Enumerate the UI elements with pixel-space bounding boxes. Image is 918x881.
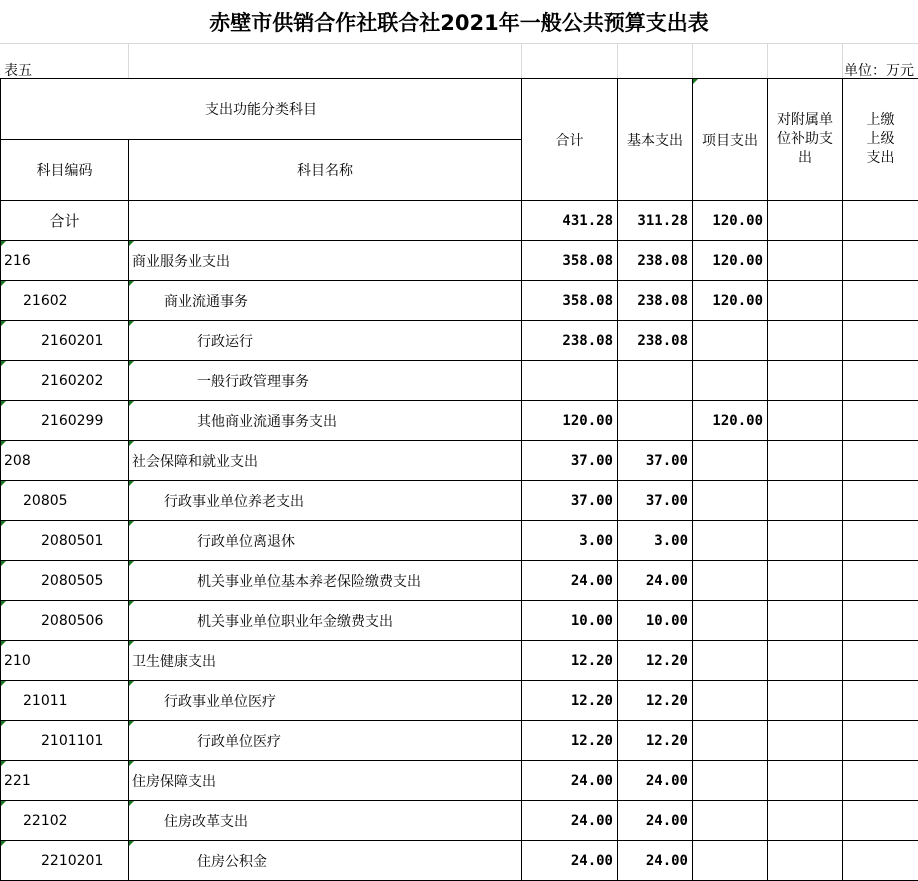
cell-project[interactable] [693,761,768,801]
cell-project[interactable] [693,561,768,601]
cell-total[interactable]: 37.00 [522,441,618,481]
cell-name[interactable]: 机关事业单位职业年金缴费支出 [129,601,522,641]
header-code[interactable]: 科目编码 [1,140,129,201]
cell-basic[interactable]: 37.00 [618,441,693,481]
table-row [1,321,918,361]
cell-project[interactable] [693,681,768,721]
table-row [1,481,918,521]
cell-subsidy[interactable] [768,681,843,721]
cell-basic[interactable] [618,361,693,401]
cell-upper[interactable] [843,441,918,481]
cell-name[interactable]: 机关事业单位基本养老保险缴费支出 [129,561,522,601]
cell-upper[interactable] [843,561,918,601]
cell-project[interactable]: 120.00 [693,241,768,281]
cell-name[interactable]: 社会保障和就业支出 [129,441,522,481]
cell-basic[interactable] [618,401,693,441]
table-row [1,681,918,721]
cell-total[interactable]: 120.00 [522,401,618,441]
cell-upper[interactable] [843,641,918,681]
table-row [1,601,918,641]
table-row [1,441,918,481]
cell-project[interactable] [693,361,768,401]
cell-upper[interactable] [843,401,918,441]
cell-total[interactable]: 238.08 [522,321,618,361]
cell-basic[interactable]: 311.28 [618,201,693,241]
cell-total[interactable]: 37.00 [522,481,618,521]
table-row [1,561,918,601]
table-row [1,641,918,681]
cell-name[interactable]: 行政单位离退休 [129,521,522,561]
cell-code[interactable]: 2210201 [1,841,129,881]
header-upper[interactable]: 上缴上级支出 [843,79,918,201]
cell-upper[interactable] [843,841,918,881]
cell-upper[interactable] [843,601,918,641]
table-row [1,521,918,561]
cell-basic[interactable]: 3.00 [618,521,693,561]
cell-project[interactable]: 120.00 [693,281,768,321]
header-subsidy[interactable]: 对附属单位补助支出 [768,79,843,201]
cell-name[interactable]: 其他商业流通事务支出 [129,401,522,441]
cell-project[interactable] [693,321,768,361]
cell-name[interactable]: 行政运行 [129,321,522,361]
table-body [1,201,918,881]
cell-code[interactable]: 216 [1,241,129,281]
header-group[interactable]: 支出功能分类科目 [1,79,522,140]
cell-subsidy[interactable] [768,601,843,641]
cell-basic[interactable]: 24.00 [618,801,693,841]
cell-total[interactable]: 24.00 [522,761,618,801]
cell-basic[interactable]: 37.00 [618,481,693,521]
cell-upper[interactable] [843,241,918,281]
cell-basic[interactable]: 238.08 [618,321,693,361]
cell-basic[interactable]: 10.00 [618,601,693,641]
cell-total[interactable]: 12.20 [522,721,618,761]
cell-upper[interactable] [843,801,918,841]
cell-subsidy[interactable] [768,721,843,761]
cell-code[interactable]: 2080501 [1,521,129,561]
cell-total[interactable]: 3.00 [522,521,618,561]
cell-upper[interactable] [843,281,918,321]
header-basic[interactable]: 基本支出 [618,79,693,201]
cell-upper[interactable] [843,521,918,561]
cell-name[interactable]: 卫生健康支出 [129,641,522,681]
cell-project[interactable] [693,441,768,481]
cell-subsidy[interactable] [768,281,843,321]
cell-code[interactable]: 2101101 [1,721,129,761]
table-row [1,241,918,281]
cell-upper[interactable] [843,681,918,721]
cell-code[interactable]: 22102 [1,801,129,841]
cell-name[interactable]: 住房保障支出 [129,761,522,801]
header-project[interactable]: 项目支出 [693,79,768,201]
unit-label: 单位：万元 [844,60,914,80]
cell-subsidy[interactable] [768,321,843,361]
cell-code[interactable]: 210 [1,641,129,681]
cell-name[interactable]: 行政事业单位养老支出 [129,481,522,521]
cell-subsidy[interactable] [768,561,843,601]
cell-code[interactable]: 21011 [1,681,129,721]
cell-code[interactable]: 合计 [1,201,129,241]
cell-name[interactable]: 商业流通事务 [129,281,522,321]
cell-basic[interactable]: 12.20 [618,641,693,681]
table-number: 表五 [4,60,32,80]
cell-upper[interactable] [843,321,918,361]
cell-project[interactable] [693,721,768,761]
cell-project[interactable]: 120.00 [693,401,768,441]
cell-subsidy[interactable] [768,761,843,801]
cell-total[interactable]: 431.28 [522,201,618,241]
cell-total[interactable]: 358.08 [522,281,618,321]
cell-total[interactable]: 24.00 [522,561,618,601]
cell-project[interactable] [693,841,768,881]
cell-total[interactable] [522,361,618,401]
cell-name[interactable]: 住房改革支出 [129,801,522,841]
cell-basic[interactable]: 238.08 [618,241,693,281]
cell-project[interactable] [693,801,768,841]
cell-subsidy[interactable] [768,841,843,881]
cell-code[interactable]: 2080505 [1,561,129,601]
table-row [1,201,918,241]
cell-code[interactable]: 2160299 [1,401,129,441]
cell-name[interactable] [129,201,522,241]
cell-name[interactable]: 一般行政管理事务 [129,361,522,401]
cell-project[interactable] [693,641,768,681]
cell-total[interactable]: 358.08 [522,241,618,281]
cell-subsidy[interactable] [768,241,843,281]
cell-upper[interactable] [843,761,918,801]
cell-subsidy[interactable] [768,361,843,401]
table-row [1,721,918,761]
header-total[interactable]: 合计 [522,79,618,201]
cell-total[interactable]: 12.20 [522,641,618,681]
table-row [1,761,918,801]
cell-upper[interactable] [843,361,918,401]
cell-code[interactable]: 21602 [1,281,129,321]
cell-total[interactable]: 24.00 [522,801,618,841]
cell-total[interactable]: 12.20 [522,681,618,721]
cell-total[interactable]: 24.00 [522,841,618,881]
table-row [1,801,918,841]
cell-name[interactable]: 住房公积金 [129,841,522,881]
cell-project[interactable] [693,481,768,521]
table-row [1,361,918,401]
table-row [1,401,918,441]
cell-code[interactable]: 2160201 [1,321,129,361]
cell-subsidy[interactable] [768,521,843,561]
cell-code[interactable]: 208 [1,441,129,481]
cell-subsidy[interactable] [768,641,843,681]
cell-total[interactable]: 10.00 [522,601,618,641]
cell-name[interactable]: 行政单位医疗 [129,721,522,761]
cell-subsidy[interactable] [768,201,843,241]
cell-name[interactable]: 行政事业单位医疗 [129,681,522,721]
cell-code[interactable]: 2160202 [1,361,129,401]
cell-basic[interactable]: 12.20 [618,721,693,761]
header-name[interactable]: 科目名称 [129,140,522,201]
budget-table [0,78,918,881]
cell-subsidy[interactable] [768,481,843,521]
cell-basic[interactable]: 24.00 [618,841,693,881]
cell-code[interactable]: 20805 [1,481,129,521]
cell-basic[interactable]: 12.20 [618,681,693,721]
table-row [1,281,918,321]
cell-project[interactable] [693,521,768,561]
cell-code[interactable]: 221 [1,761,129,801]
cell-project[interactable] [693,601,768,641]
cell-subsidy[interactable] [768,801,843,841]
cell-upper[interactable] [843,481,918,521]
cell-upper[interactable] [843,721,918,761]
cell-subsidy[interactable] [768,401,843,441]
page-title: 赤壁市供销合作社联合社2021年一般公共预算支出表 [0,0,918,44]
cell-code[interactable]: 2080506 [1,601,129,641]
cell-subsidy[interactable] [768,441,843,481]
cell-name[interactable]: 商业服务业支出 [129,241,522,281]
cell-project[interactable]: 120.00 [693,201,768,241]
cell-basic[interactable]: 24.00 [618,761,693,801]
cell-upper[interactable] [843,201,918,241]
table-row [1,841,918,881]
cell-basic[interactable]: 24.00 [618,561,693,601]
cell-basic[interactable]: 238.08 [618,281,693,321]
